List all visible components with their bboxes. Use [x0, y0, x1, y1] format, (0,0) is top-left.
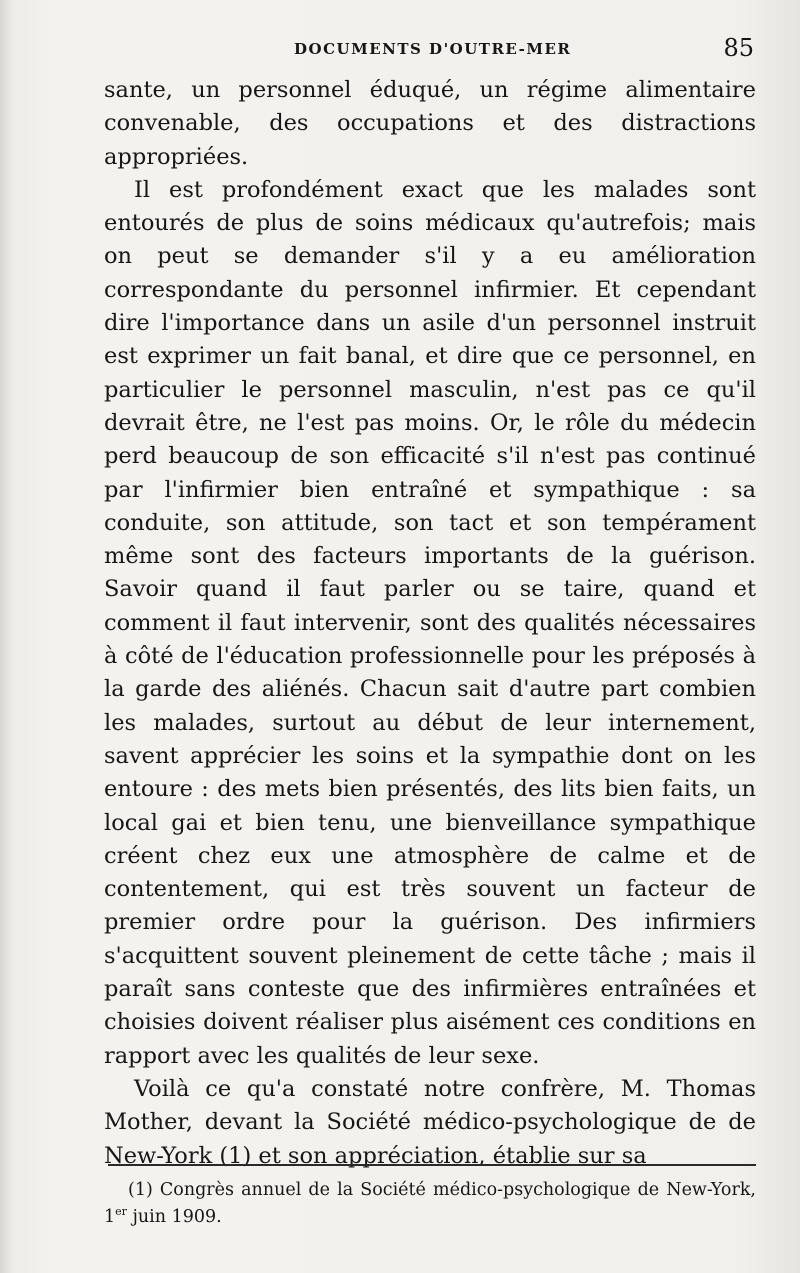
paragraph-confrere: Voilà ce qu'a constaté notre confrère, M. Thomas Mother, devant la Société médico-psychologique de de New-York (1) et son appréciation, établie sur sa — [104, 1075, 756, 1169]
body-text — [104, 74, 756, 1173]
footnote-divider — [108, 1164, 756, 1166]
paragraph-personnel: Il est profondément exact que les malades sont entourés de plus de soins médicaux qu'autrefois; mais on peut se demander s'il y a eu amélioration correspondante du personnel infirmier. Et cependant dire l'importance dans un asile d'un personnel instruit est exprimer un fait banal, et dire que ce personnel, en particulier le personnel masculin, n'est pas ce qu'il devrait être, ne l'est pas moins. Or, le rôle du médecin perd beaucoup de son efficacité s'il n'est pas continué par l'infirmier bien entraîné et sympathique : sa conduite, son attitude, son tact et son tempérament même sont des facteurs importants de la guérison. Savoir quand il faut parler ou se taire, quand et comment il faut intervenir, sont des qualités nécessaires à côté de l'éducation professionnelle pour les préposés à la garde des aliénés. Chacun sait d'autre part combien les malades, surtout au début de leur internement, savent apprécier les soins et la sympathie dont on les entoure : des mets bien présentés, des lits bien faits, un local gai et bien tenu, une bienveillance sympathique créent chez eux une atmosphère de calme et de contentement, qui est très souvent un facteur de premier ordre pour la guérison. Des infirmiers s'acquittent souvent pleinement de cette tâche ; mais il paraît sans conteste que des infirmières entraînées et choisies doivent réaliser plus aisément ces conditions en rapport avec les qualités de leur sexe. — [104, 176, 756, 1069]
running-head — [104, 32, 754, 68]
footnote-text — [104, 1180, 756, 1228]
footnote-text-main: (1) Congrès annuel de la Société médico-psychologique de New-York, 1 — [104, 1180, 756, 1227]
paragraph-continuation: sante, un personnel éduqué, un régime alimentaire convenable, des occupations et des distractions appropriées. — [104, 77, 756, 170]
page-number: 85 — [723, 34, 754, 62]
running-title: DOCUMENTS D'OUTRE-MER — [294, 40, 572, 58]
footnote-superscript: er — [115, 1205, 127, 1218]
footnote-text-date: juin 1909. — [126, 1206, 222, 1227]
footnote — [104, 1180, 756, 1228]
